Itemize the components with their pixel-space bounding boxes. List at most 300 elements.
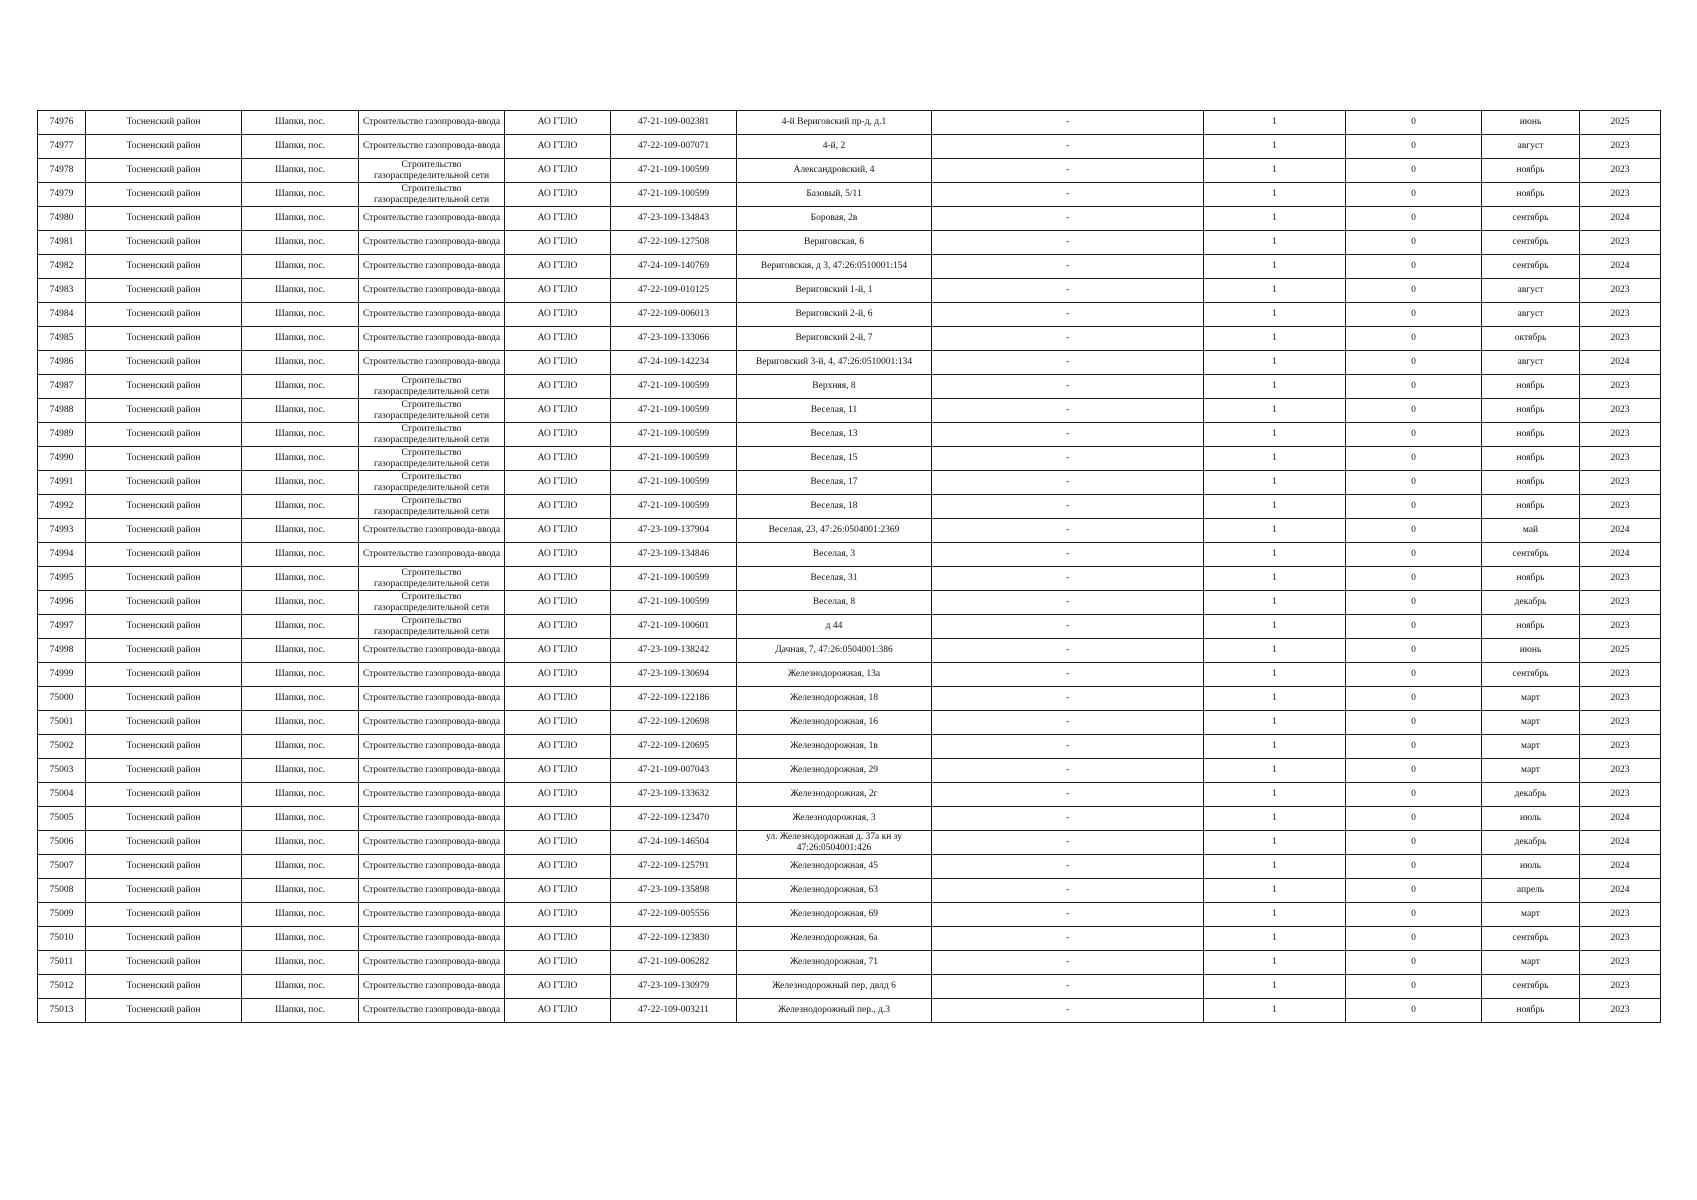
year-cell: 2023	[1580, 471, 1661, 495]
object-code-cell: 47-24-109-142234	[611, 351, 737, 375]
quantity-cell: 1	[1204, 303, 1346, 327]
organization-cell: АО ГТЛО	[505, 663, 611, 687]
work-type-cell: Строительство газопровода-ввода	[359, 231, 505, 255]
work-type-cell: Строительство газораспределительной сети	[359, 423, 505, 447]
object-code-cell: 47-22-109-006013	[611, 303, 737, 327]
value-cell: 0	[1346, 975, 1482, 999]
table-row	[38, 519, 1661, 543]
year-cell: 2023	[1580, 687, 1661, 711]
district-cell: Тосненский район	[86, 351, 242, 375]
note-cell: -	[932, 903, 1204, 927]
quantity-cell: 1	[1204, 279, 1346, 303]
district-cell: Тосненский район	[86, 543, 242, 567]
settlement-cell: Шапки, пос.	[242, 519, 359, 543]
district-cell: Тосненский район	[86, 255, 242, 279]
settlement-cell: Шапки, пос.	[242, 663, 359, 687]
address-cell: Базовый, 5/11	[737, 183, 932, 207]
object-code-cell: 47-24-109-140769	[611, 255, 737, 279]
work-type-cell: Строительство газопровода-ввода	[359, 807, 505, 831]
address-cell: д 44	[737, 615, 932, 639]
note-cell: -	[932, 999, 1204, 1023]
note-cell: -	[932, 207, 1204, 231]
quantity-cell: 1	[1204, 567, 1346, 591]
quantity-cell: 1	[1204, 735, 1346, 759]
value-cell: 0	[1346, 735, 1482, 759]
settlement-cell: Шапки, пос.	[242, 759, 359, 783]
row-number-cell: 74987	[38, 375, 86, 399]
settlement-cell: Шапки, пос.	[242, 639, 359, 663]
table-row	[38, 183, 1661, 207]
quantity-cell: 1	[1204, 975, 1346, 999]
month-cell: сентябрь	[1482, 207, 1580, 231]
note-cell: -	[932, 519, 1204, 543]
year-cell: 2025	[1580, 639, 1661, 663]
month-cell: сентябрь	[1482, 231, 1580, 255]
object-code-cell: 47-23-109-135898	[611, 879, 737, 903]
organization-cell: АО ГТЛО	[505, 183, 611, 207]
organization-cell: АО ГТЛО	[505, 855, 611, 879]
table-row	[38, 327, 1661, 351]
table-row	[38, 207, 1661, 231]
work-type-cell: Строительство газопровода-ввода	[359, 327, 505, 351]
quantity-cell: 1	[1204, 999, 1346, 1023]
organization-cell: АО ГТЛО	[505, 615, 611, 639]
organization-cell: АО ГТЛО	[505, 807, 611, 831]
year-cell: 2023	[1580, 927, 1661, 951]
document-sheet	[37, 110, 1660, 1023]
quantity-cell: 1	[1204, 495, 1346, 519]
district-cell: Тосненский район	[86, 399, 242, 423]
note-cell: -	[932, 375, 1204, 399]
table-row	[38, 951, 1661, 975]
table-body	[38, 111, 1661, 1023]
work-type-cell: Строительство газопровода-ввода	[359, 735, 505, 759]
object-code-cell: 47-21-109-007043	[611, 759, 737, 783]
note-cell: -	[932, 159, 1204, 183]
quantity-cell: 1	[1204, 471, 1346, 495]
value-cell: 0	[1346, 591, 1482, 615]
table-row	[38, 663, 1661, 687]
year-cell: 2024	[1580, 207, 1661, 231]
object-code-cell: 47-22-109-122186	[611, 687, 737, 711]
district-cell: Тосненский район	[86, 783, 242, 807]
row-number-cell: 75012	[38, 975, 86, 999]
note-cell: -	[932, 639, 1204, 663]
quantity-cell: 1	[1204, 759, 1346, 783]
district-cell: Тосненский район	[86, 903, 242, 927]
note-cell: -	[932, 279, 1204, 303]
table-row	[38, 111, 1661, 135]
year-cell: 2025	[1580, 111, 1661, 135]
month-cell: ноябрь	[1482, 495, 1580, 519]
district-cell: Тосненский район	[86, 687, 242, 711]
row-number-cell: 75009	[38, 903, 86, 927]
month-cell: сентябрь	[1482, 543, 1580, 567]
year-cell: 2023	[1580, 495, 1661, 519]
work-type-cell: Строительство газораспределительной сети	[359, 375, 505, 399]
object-code-cell: 47-21-109-100599	[611, 159, 737, 183]
address-cell: Вериговский 3-й, 4, 47:26:0510001:134	[737, 351, 932, 375]
year-cell: 2024	[1580, 255, 1661, 279]
organization-cell: АО ГТЛО	[505, 135, 611, 159]
object-code-cell: 47-21-109-100599	[611, 183, 737, 207]
note-cell: -	[932, 567, 1204, 591]
year-cell: 2023	[1580, 159, 1661, 183]
quantity-cell: 1	[1204, 255, 1346, 279]
organization-cell: АО ГТЛО	[505, 375, 611, 399]
district-cell: Тосненский район	[86, 375, 242, 399]
quantity-cell: 1	[1204, 615, 1346, 639]
row-number-cell: 74980	[38, 207, 86, 231]
object-code-cell: 47-22-109-123830	[611, 927, 737, 951]
address-cell: Железнодорожная, 69	[737, 903, 932, 927]
value-cell: 0	[1346, 231, 1482, 255]
table-row	[38, 903, 1661, 927]
note-cell: -	[932, 303, 1204, 327]
row-number-cell: 74983	[38, 279, 86, 303]
address-cell: Дачная, 7, 47:26:0504001:386	[737, 639, 932, 663]
object-code-cell: 47-23-109-133632	[611, 783, 737, 807]
work-type-cell: Строительство газопровода-ввода	[359, 519, 505, 543]
object-code-cell: 47-21-109-100599	[611, 375, 737, 399]
address-cell: Александровский, 4	[737, 159, 932, 183]
address-cell: Железнодорожная, 29	[737, 759, 932, 783]
note-cell: -	[932, 735, 1204, 759]
month-cell: сентябрь	[1482, 663, 1580, 687]
value-cell: 0	[1346, 711, 1482, 735]
value-cell: 0	[1346, 927, 1482, 951]
district-cell: Тосненский район	[86, 423, 242, 447]
work-type-cell: Строительство газопровода-ввода	[359, 831, 505, 855]
note-cell: -	[932, 135, 1204, 159]
settlement-cell: Шапки, пос.	[242, 303, 359, 327]
note-cell: -	[932, 687, 1204, 711]
note-cell: -	[932, 471, 1204, 495]
object-code-cell: 47-21-109-100599	[611, 423, 737, 447]
note-cell: -	[932, 711, 1204, 735]
year-cell: 2023	[1580, 975, 1661, 999]
value-cell: 0	[1346, 279, 1482, 303]
district-cell: Тосненский район	[86, 759, 242, 783]
year-cell: 2024	[1580, 855, 1661, 879]
address-cell: Вериговская, 6	[737, 231, 932, 255]
work-type-cell: Строительство газопровода-ввода	[359, 207, 505, 231]
work-type-cell: Строительство газопровода-ввода	[359, 639, 505, 663]
object-code-cell: 47-23-109-138242	[611, 639, 737, 663]
month-cell: август	[1482, 351, 1580, 375]
month-cell: ноябрь	[1482, 423, 1580, 447]
work-type-cell: Строительство газопровода-ввода	[359, 783, 505, 807]
organization-cell: АО ГТЛО	[505, 423, 611, 447]
settlement-cell: Шапки, пос.	[242, 447, 359, 471]
organization-cell: АО ГТЛО	[505, 711, 611, 735]
month-cell: август	[1482, 279, 1580, 303]
quantity-cell: 1	[1204, 855, 1346, 879]
object-code-cell: 47-22-109-127508	[611, 231, 737, 255]
note-cell: -	[932, 927, 1204, 951]
row-number-cell: 74989	[38, 423, 86, 447]
month-cell: ноябрь	[1482, 399, 1580, 423]
work-type-cell: Строительство газопровода-ввода	[359, 279, 505, 303]
quantity-cell: 1	[1204, 543, 1346, 567]
settlement-cell: Шапки, пос.	[242, 735, 359, 759]
note-cell: -	[932, 663, 1204, 687]
work-type-cell: Строительство газопровода-ввода	[359, 927, 505, 951]
settlement-cell: Шапки, пос.	[242, 999, 359, 1023]
year-cell: 2023	[1580, 759, 1661, 783]
value-cell: 0	[1346, 831, 1482, 855]
table-row	[38, 615, 1661, 639]
note-cell: -	[932, 951, 1204, 975]
district-cell: Тосненский район	[86, 735, 242, 759]
district-cell: Тосненский район	[86, 855, 242, 879]
value-cell: 0	[1346, 303, 1482, 327]
organization-cell: АО ГТЛО	[505, 999, 611, 1023]
note-cell: -	[932, 759, 1204, 783]
year-cell: 2023	[1580, 951, 1661, 975]
settlement-cell: Шапки, пос.	[242, 591, 359, 615]
note-cell: -	[932, 783, 1204, 807]
settlement-cell: Шапки, пос.	[242, 255, 359, 279]
district-cell: Тосненский район	[86, 207, 242, 231]
object-code-cell: 47-22-109-005556	[611, 903, 737, 927]
address-cell: Веселая, 8	[737, 591, 932, 615]
month-cell: март	[1482, 711, 1580, 735]
district-cell: Тосненский район	[86, 327, 242, 351]
note-cell: -	[932, 255, 1204, 279]
district-cell: Тосненский район	[86, 231, 242, 255]
month-cell: март	[1482, 687, 1580, 711]
quantity-cell: 1	[1204, 111, 1346, 135]
quantity-cell: 1	[1204, 231, 1346, 255]
organization-cell: АО ГТЛО	[505, 543, 611, 567]
row-number-cell: 75003	[38, 759, 86, 783]
address-cell: 4-й, 2	[737, 135, 932, 159]
month-cell: ноябрь	[1482, 999, 1580, 1023]
table-row	[38, 975, 1661, 999]
table-row	[38, 999, 1661, 1023]
row-number-cell: 74992	[38, 495, 86, 519]
row-number-cell: 75000	[38, 687, 86, 711]
quantity-cell: 1	[1204, 519, 1346, 543]
note-cell: -	[932, 231, 1204, 255]
organization-cell: АО ГТЛО	[505, 903, 611, 927]
row-number-cell: 74981	[38, 231, 86, 255]
object-code-cell: 47-21-109-100599	[611, 591, 737, 615]
month-cell: май	[1482, 519, 1580, 543]
quantity-cell: 1	[1204, 591, 1346, 615]
quantity-cell: 1	[1204, 159, 1346, 183]
quantity-cell: 1	[1204, 327, 1346, 351]
year-cell: 2023	[1580, 303, 1661, 327]
note-cell: -	[932, 183, 1204, 207]
table-row	[38, 807, 1661, 831]
year-cell: 2023	[1580, 447, 1661, 471]
settlement-cell: Шапки, пос.	[242, 975, 359, 999]
row-number-cell: 75010	[38, 927, 86, 951]
year-cell: 2024	[1580, 519, 1661, 543]
value-cell: 0	[1346, 879, 1482, 903]
month-cell: март	[1482, 951, 1580, 975]
row-number-cell: 75013	[38, 999, 86, 1023]
address-cell: Веселая, 13	[737, 423, 932, 447]
settlement-cell: Шапки, пос.	[242, 543, 359, 567]
address-cell: ул. Железнодорожная д. 37а кн зу 47:26:0504001:426	[737, 831, 932, 855]
organization-cell: АО ГТЛО	[505, 231, 611, 255]
work-type-cell: Строительство газораспределительной сети	[359, 183, 505, 207]
row-number-cell: 75005	[38, 807, 86, 831]
table-row	[38, 279, 1661, 303]
value-cell: 0	[1346, 543, 1482, 567]
address-cell: Вериговский 1-й, 1	[737, 279, 932, 303]
year-cell: 2023	[1580, 567, 1661, 591]
month-cell: июнь	[1482, 111, 1580, 135]
year-cell: 2023	[1580, 423, 1661, 447]
month-cell: ноябрь	[1482, 567, 1580, 591]
table-row	[38, 927, 1661, 951]
table-row	[38, 639, 1661, 663]
address-cell: Веселая, 3	[737, 543, 932, 567]
table-row	[38, 135, 1661, 159]
settlement-cell: Шапки, пос.	[242, 423, 359, 447]
table-row	[38, 543, 1661, 567]
value-cell: 0	[1346, 567, 1482, 591]
object-code-cell: 47-21-109-100601	[611, 615, 737, 639]
address-cell: Боровая, 2в	[737, 207, 932, 231]
row-number-cell: 74994	[38, 543, 86, 567]
note-cell: -	[932, 327, 1204, 351]
table-row	[38, 687, 1661, 711]
note-cell: -	[932, 591, 1204, 615]
settlement-cell: Шапки, пос.	[242, 495, 359, 519]
district-cell: Тосненский район	[86, 951, 242, 975]
address-cell: Железнодорожная, 16	[737, 711, 932, 735]
settlement-cell: Шапки, пос.	[242, 831, 359, 855]
organization-cell: АО ГТЛО	[505, 927, 611, 951]
object-code-cell: 47-23-109-130979	[611, 975, 737, 999]
object-code-cell: 47-23-109-134846	[611, 543, 737, 567]
row-number-cell: 74976	[38, 111, 86, 135]
settlement-cell: Шапки, пос.	[242, 231, 359, 255]
work-type-cell: Строительство газопровода-ввода	[359, 855, 505, 879]
note-cell: -	[932, 975, 1204, 999]
table-row	[38, 759, 1661, 783]
note-cell: -	[932, 399, 1204, 423]
address-cell: Железнодорожная, 18	[737, 687, 932, 711]
value-cell: 0	[1346, 447, 1482, 471]
work-type-cell: Строительство газопровода-ввода	[359, 903, 505, 927]
note-cell: -	[932, 423, 1204, 447]
value-cell: 0	[1346, 399, 1482, 423]
settlement-cell: Шапки, пос.	[242, 903, 359, 927]
work-type-cell: Строительство газопровода-ввода	[359, 687, 505, 711]
month-cell: март	[1482, 903, 1580, 927]
month-cell: июль	[1482, 855, 1580, 879]
work-type-cell: Строительство газопровода-ввода	[359, 303, 505, 327]
row-number-cell: 75008	[38, 879, 86, 903]
year-cell: 2024	[1580, 351, 1661, 375]
value-cell: 0	[1346, 255, 1482, 279]
value-cell: 0	[1346, 759, 1482, 783]
note-cell: -	[932, 495, 1204, 519]
address-cell: Веселая, 15	[737, 447, 932, 471]
quantity-cell: 1	[1204, 711, 1346, 735]
address-cell: 4-й Вериговский пр-д, д.1	[737, 111, 932, 135]
district-cell: Тосненский район	[86, 447, 242, 471]
address-cell: Веселая, 23, 47:26:0504001:2369	[737, 519, 932, 543]
address-cell: Вериговский 2-й, 7	[737, 327, 932, 351]
table-row	[38, 255, 1661, 279]
work-type-cell: Строительство газопровода-ввода	[359, 711, 505, 735]
row-number-cell: 74978	[38, 159, 86, 183]
organization-cell: АО ГТЛО	[505, 879, 611, 903]
district-cell: Тосненский район	[86, 831, 242, 855]
district-cell: Тосненский район	[86, 567, 242, 591]
month-cell: сентябрь	[1482, 975, 1580, 999]
work-type-cell: Строительство газопровода-ввода	[359, 111, 505, 135]
note-cell: -	[932, 351, 1204, 375]
row-number-cell: 74982	[38, 255, 86, 279]
month-cell: декабрь	[1482, 783, 1580, 807]
address-cell: Вериговский 2-й, 6	[737, 303, 932, 327]
year-cell: 2023	[1580, 783, 1661, 807]
value-cell: 0	[1346, 423, 1482, 447]
quantity-cell: 1	[1204, 639, 1346, 663]
address-cell: Вериговская, д 3, 47:26:0510001:154	[737, 255, 932, 279]
quantity-cell: 1	[1204, 447, 1346, 471]
settlement-cell: Шапки, пос.	[242, 111, 359, 135]
address-cell: Железнодорожная, 3	[737, 807, 932, 831]
month-cell: сентябрь	[1482, 927, 1580, 951]
table-row	[38, 447, 1661, 471]
settlement-cell: Шапки, пос.	[242, 711, 359, 735]
month-cell: декабрь	[1482, 831, 1580, 855]
work-type-cell: Строительство газораспределительной сети	[359, 591, 505, 615]
address-cell: Железнодорожная, 13а	[737, 663, 932, 687]
object-code-cell: 47-21-109-100599	[611, 567, 737, 591]
organization-cell: АО ГТЛО	[505, 447, 611, 471]
table-row	[38, 735, 1661, 759]
value-cell: 0	[1346, 903, 1482, 927]
year-cell: 2023	[1580, 591, 1661, 615]
value-cell: 0	[1346, 615, 1482, 639]
settlement-cell: Шапки, пос.	[242, 927, 359, 951]
month-cell: ноябрь	[1482, 447, 1580, 471]
work-type-cell: Строительство газопровода-ввода	[359, 351, 505, 375]
district-cell: Тосненский район	[86, 471, 242, 495]
value-cell: 0	[1346, 807, 1482, 831]
address-cell: Железнодорожная, 2г	[737, 783, 932, 807]
year-cell: 2023	[1580, 375, 1661, 399]
row-number-cell: 75007	[38, 855, 86, 879]
settlement-cell: Шапки, пос.	[242, 135, 359, 159]
address-cell: Веселая, 17	[737, 471, 932, 495]
district-cell: Тосненский район	[86, 927, 242, 951]
settlement-cell: Шапки, пос.	[242, 159, 359, 183]
object-code-cell: 47-23-109-137904	[611, 519, 737, 543]
note-cell: -	[932, 111, 1204, 135]
organization-cell: АО ГТЛО	[505, 759, 611, 783]
object-code-cell: 47-24-109-146504	[611, 831, 737, 855]
table-row	[38, 783, 1661, 807]
quantity-cell: 1	[1204, 399, 1346, 423]
month-cell: июнь	[1482, 639, 1580, 663]
quantity-cell: 1	[1204, 207, 1346, 231]
table-row	[38, 879, 1661, 903]
year-cell: 2023	[1580, 183, 1661, 207]
settlement-cell: Шапки, пос.	[242, 807, 359, 831]
settlement-cell: Шапки, пос.	[242, 279, 359, 303]
